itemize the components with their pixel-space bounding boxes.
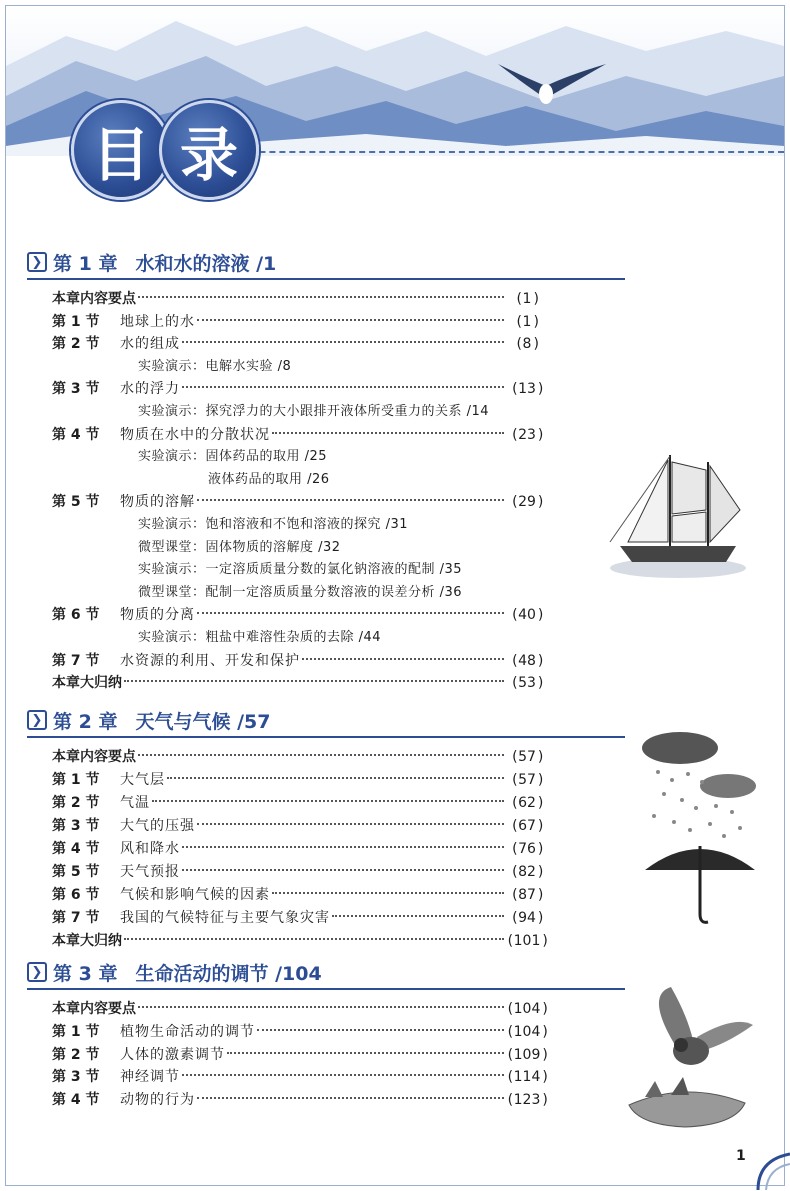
chapter-title: 天气与气候 /57 <box>135 710 271 733</box>
section-title: 本章大归纳 <box>52 933 122 949</box>
dot-leader <box>138 754 504 756</box>
toc-row[interactable] <box>52 424 548 446</box>
dot-leader <box>332 915 504 917</box>
section-title: 本章内容要点 <box>52 291 136 307</box>
page-ref: ( 109 ) <box>506 1044 548 1066</box>
section-title: 我国的气候特征与主要气象灾害 <box>120 910 330 926</box>
page-ref: ( 87 ) <box>506 884 548 906</box>
section-title: 本章大归纳 <box>52 675 122 692</box>
toc-row[interactable] <box>52 1089 548 1111</box>
page-ref: ( 57 ) <box>506 769 548 791</box>
chapter-title: 水和水的溶液 /1 <box>135 252 277 275</box>
chapter-title: 生命活动的调节 /104 <box>135 962 322 985</box>
dot-leader <box>182 869 504 871</box>
toc-row[interactable] <box>52 907 548 929</box>
page-ref: ( 94 ) <box>506 907 548 929</box>
chapter-rule <box>27 278 625 280</box>
page-ref: ( 29 ) <box>506 491 548 513</box>
section-number: 第 5 节 <box>52 494 100 511</box>
section-title: 水资源的利用、开发和保护 <box>120 652 300 669</box>
page-ref: ( 101 ) <box>506 930 548 952</box>
page-ref: ( 76 ) <box>506 838 548 860</box>
section-number: 第 3 节 <box>52 1069 100 1086</box>
toc-row[interactable] <box>52 604 548 626</box>
page-ref: ( 1 ) <box>506 311 548 333</box>
chapter-rule <box>27 988 625 990</box>
chapter-number: 第 2 章 <box>53 710 118 733</box>
page-ref: ( 8 ) <box>506 333 548 355</box>
toc-row[interactable] <box>52 1021 548 1043</box>
dot-leader <box>197 499 504 501</box>
subtopic-line: 实验演示：电解水实验 /8 <box>138 358 292 374</box>
section-number: 第 3 节 <box>52 381 100 398</box>
section-title: 风和降水 <box>120 841 180 857</box>
toc-row[interactable] <box>52 746 548 768</box>
section-title: 本章内容要点 <box>52 749 136 765</box>
toc-row[interactable] <box>52 333 548 355</box>
section-number: 第 4 节 <box>52 841 100 857</box>
toc-row[interactable] <box>52 998 548 1020</box>
dot-leader <box>302 658 504 660</box>
page-ref: ( 104 ) <box>506 998 548 1020</box>
page-ref: ( 57 ) <box>506 746 548 768</box>
section-number: 第 7 节 <box>52 652 100 669</box>
dot-leader <box>124 680 504 682</box>
page-ref: ( 23 ) <box>506 424 548 446</box>
chapter-3-heading[interactable] <box>27 958 322 986</box>
section-title: 物质的溶解 <box>120 494 195 511</box>
section-number: 第 2 节 <box>52 336 100 353</box>
toc-row[interactable] <box>52 378 548 400</box>
section-number: 第 6 节 <box>52 887 100 903</box>
page-ref: ( 1 ) <box>506 288 548 310</box>
chapter-number: 第 3 章 <box>53 962 118 985</box>
section-title: 水的浮力 <box>120 381 180 398</box>
chapter-number: 第 1 章 <box>53 252 118 275</box>
subtopic-line: 实验演示：探究浮力的大小跟排开液体所受重力的关系 /14 <box>138 404 490 419</box>
subtopic-line: 微型课堂：固体物质的溶解度 /32 <box>138 539 341 555</box>
page-ref: ( 67 ) <box>506 815 548 837</box>
subtopic-line: 液体药品的取用 /26 <box>208 471 330 487</box>
rain-umbrella-illustration <box>640 728 760 928</box>
dot-leader <box>257 1029 504 1031</box>
chapter-rule <box>27 736 625 738</box>
chapter-arrow-icon: ❯ <box>27 710 47 730</box>
section-title: 大气层 <box>120 772 165 788</box>
section-number: 第 1 节 <box>52 313 100 330</box>
toc-row[interactable] <box>52 491 548 513</box>
dot-leader <box>182 341 504 343</box>
section-title: 动物的行为 <box>120 1092 195 1109</box>
dot-leader <box>138 1006 504 1008</box>
toc-row[interactable] <box>52 861 548 883</box>
toc-row[interactable] <box>52 288 548 310</box>
page-number: 1 <box>736 1148 746 1164</box>
subtopic-line: 微型课堂：配制一定溶质质量分数溶液的误差分析 /36 <box>138 584 463 600</box>
chapter-arrow-icon: ❯ <box>27 962 47 982</box>
toc-row[interactable] <box>52 672 548 694</box>
section-title: 植物生命活动的调节 <box>120 1023 255 1040</box>
toc-row[interactable] <box>52 311 548 333</box>
page-ref: ( 13 ) <box>506 378 548 400</box>
dot-leader <box>272 432 504 434</box>
toc-row[interactable] <box>52 930 548 952</box>
page-ref: ( 53 ) <box>506 672 548 694</box>
page-ref: ( 40 ) <box>506 604 548 626</box>
section-number: 第 4 节 <box>52 426 100 443</box>
section-number: 第 5 节 <box>52 864 100 880</box>
section-number: 第 2 节 <box>52 795 100 811</box>
toc-row[interactable] <box>52 884 548 906</box>
section-title: 水的组成 <box>120 336 180 353</box>
title-char-1: 目 <box>71 100 171 200</box>
subtopic-line: 实验演示：粗盐中难溶性杂质的去除 /44 <box>138 630 382 645</box>
chapter-1-heading[interactable] <box>27 248 276 276</box>
section-title: 地球上的水 <box>120 313 195 330</box>
section-title: 天气预报 <box>120 864 180 880</box>
subtopic-line: 实验演示：一定溶质质量分数的氯化钠溶液的配制 /35 <box>138 562 463 578</box>
toc-row[interactable] <box>52 650 548 672</box>
dot-leader <box>227 1052 504 1054</box>
section-number: 第 3 节 <box>52 818 100 834</box>
page-ref: ( 48 ) <box>506 650 548 672</box>
section-number: 第 1 节 <box>52 772 100 788</box>
page-ref: ( 114 ) <box>506 1066 548 1088</box>
dot-leader <box>167 777 504 779</box>
page-ref: ( 104 ) <box>506 1021 548 1043</box>
dot-leader <box>197 319 504 321</box>
dot-leader <box>152 800 504 802</box>
page-ref: ( 82 ) <box>506 861 548 883</box>
section-number: 第 2 节 <box>52 1046 100 1063</box>
section-title: 人体的激素调节 <box>120 1046 225 1063</box>
subtopic-line: 实验演示：饱和溶液和不饱和溶液的探究 /31 <box>138 517 409 532</box>
chapter-arrow-icon: ❯ <box>27 252 47 272</box>
title-char-2: 录 <box>159 100 259 200</box>
section-number: 第 7 节 <box>52 910 100 926</box>
page-ref: ( 62 ) <box>506 792 548 814</box>
section-title: 大气的压强 <box>120 818 195 834</box>
subtopic-line: 实验演示：固体药品的取用 /25 <box>138 449 328 465</box>
section-title: 物质在水中的分散状况 <box>120 426 270 443</box>
section-number: 第 4 节 <box>52 1092 100 1109</box>
dot-leader <box>182 386 504 388</box>
dot-leader <box>272 892 504 894</box>
toc-row[interactable] <box>52 769 548 791</box>
toc-row[interactable] <box>52 1044 548 1066</box>
dot-leader <box>197 612 504 614</box>
page-ref: ( 123 ) <box>506 1089 548 1111</box>
section-title: 本章内容要点 <box>52 1001 136 1017</box>
section-number: 第 1 节 <box>52 1023 100 1040</box>
toc-row[interactable] <box>52 815 548 837</box>
dot-leader <box>124 938 504 940</box>
dot-leader <box>138 296 504 298</box>
bird-nest-illustration <box>615 985 760 1135</box>
chapter-2-heading[interactable] <box>27 706 270 734</box>
dot-leader <box>197 823 504 825</box>
dot-leader <box>182 1074 504 1076</box>
sailboat-illustration <box>608 450 748 580</box>
section-title: 神经调节 <box>120 1069 180 1086</box>
section-title: 气温 <box>120 795 150 811</box>
dot-leader <box>182 846 504 848</box>
section-title: 物质的分离 <box>120 607 195 624</box>
section-title: 气候和影响气候的因素 <box>120 887 270 903</box>
toc-row[interactable] <box>52 1066 548 1088</box>
toc-row[interactable] <box>52 792 548 814</box>
toc-row[interactable] <box>52 838 548 860</box>
dot-leader <box>197 1097 504 1099</box>
section-number: 第 6 节 <box>52 607 100 624</box>
